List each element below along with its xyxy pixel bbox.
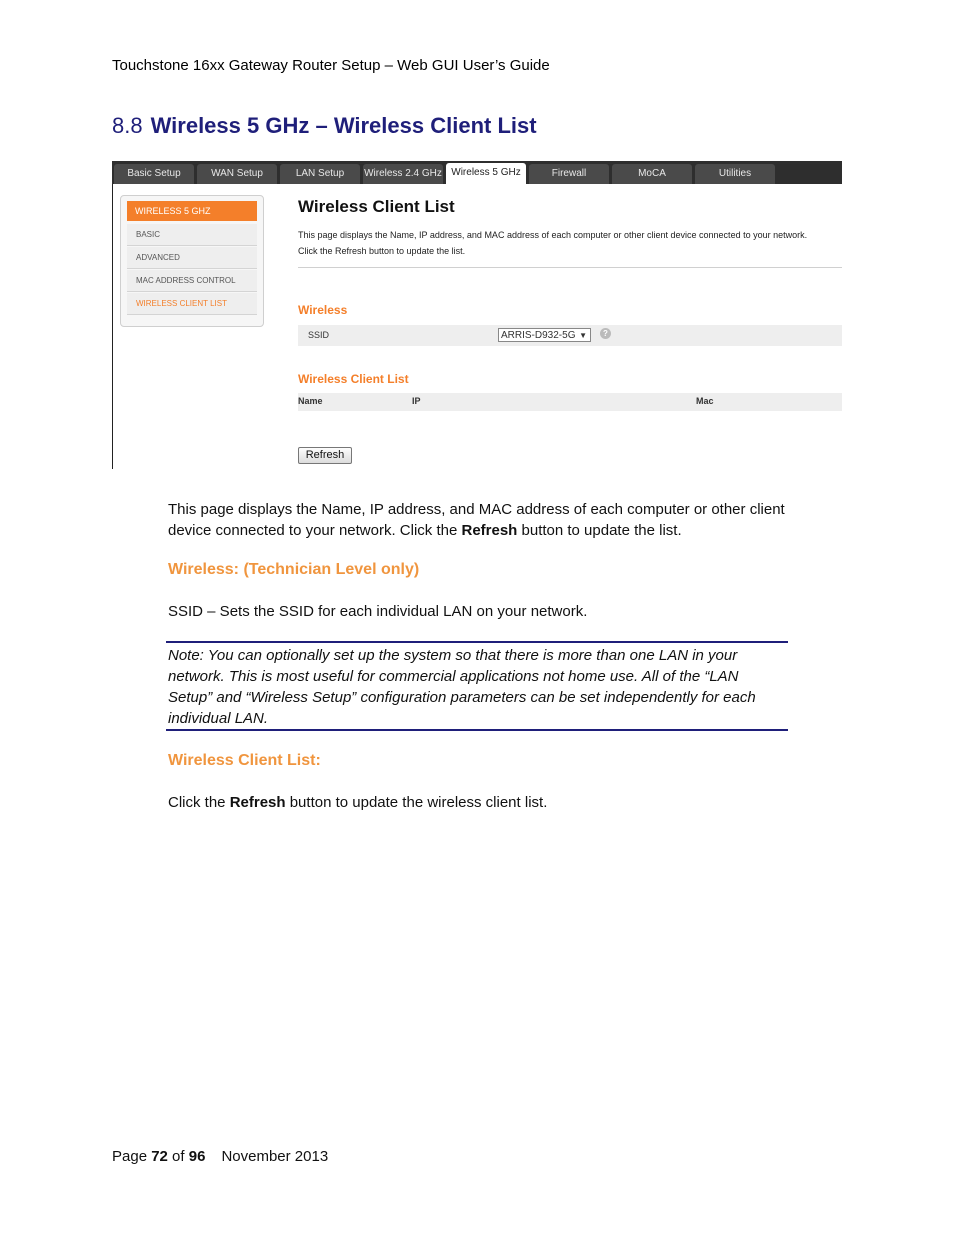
- description-paragraph: [168, 499, 828, 541]
- para3-text-a: Click the: [168, 794, 230, 811]
- wireless-subheading: Wireless: (Technician Level only): [168, 561, 420, 578]
- frame-left-border: [112, 184, 113, 469]
- nav-tab-bar: [112, 161, 842, 184]
- footer-of-label: of: [167, 1148, 189, 1165]
- sidebar: [120, 195, 264, 327]
- ssid-paragraph: SSID – Sets the SSID for each individual LAN on your network.: [168, 603, 588, 620]
- tab-firewall[interactable]: Firewall: [529, 164, 609, 184]
- divider: [298, 267, 842, 268]
- sidebar-item-wireless-client-list[interactable]: WIRELESS CLIENT LIST: [127, 293, 257, 315]
- para1-bold: Refresh: [461, 522, 518, 539]
- refresh-button[interactable]: Refresh: [298, 447, 352, 464]
- client-list-header: [298, 393, 842, 411]
- chevron-down-icon: ▼: [579, 331, 587, 340]
- tab-wireless-24[interactable]: Wireless 2.4 GHz: [363, 164, 443, 184]
- ssid-select[interactable]: [498, 328, 591, 342]
- sidebar-item-advanced[interactable]: ADVANCED: [127, 247, 257, 269]
- sidebar-item-mac-address-control[interactable]: MAC ADDRESS CONTROL: [127, 270, 257, 292]
- tab-utilities[interactable]: Utilities: [695, 164, 775, 184]
- client-list-subheading: Wireless Client List:: [168, 752, 321, 769]
- description-line-1: This page displays the Name, IP address, and MAC address of each computer or other client device connected to your network.: [298, 230, 808, 240]
- section-number: 8.8: [112, 113, 143, 138]
- footer-page-number: 72: [151, 1148, 168, 1165]
- column-name: Name: [298, 396, 323, 406]
- footer-date: November 2013: [221, 1148, 329, 1165]
- ssid-label: SSID: [308, 330, 330, 340]
- column-mac: Mac: [696, 396, 714, 406]
- footer-page-label: Page: [112, 1148, 152, 1165]
- footer-total-pages: 96: [188, 1148, 206, 1165]
- note-box: Note: You can optionally set up the system so that there is more than one LAN in your network. This is most useful for commercial applications not home use. All of the “LAN Setup” and “Wireless Setup” configuration parameters can be set independently for each individual LAN.: [166, 641, 788, 731]
- document-header: Touchstone 16xx Gateway Router Setup – Web GUI User’s Guide: [112, 57, 550, 74]
- sidebar-heading: WIRELESS 5 GHZ: [127, 201, 257, 221]
- para3-bold: Refresh: [229, 794, 286, 811]
- para1-text-b: button to update the list.: [517, 522, 682, 539]
- para3-text-b: button to update the wireless client list.: [285, 794, 548, 811]
- page-title: Wireless Client List: [298, 197, 455, 216]
- ssid-select-value: ARRIS-D932-5G: [501, 330, 576, 341]
- para1-text-a: This page displays the Name, IP address, and MAC address of each computer or other client device connected to your network. Click the: [168, 501, 785, 539]
- help-icon[interactable]: ?: [600, 328, 611, 339]
- column-ip: IP: [412, 396, 421, 406]
- client-list-section-title: Wireless Client List: [298, 372, 409, 386]
- tab-basic-setup[interactable]: Basic Setup: [114, 164, 194, 184]
- ssid-row: [298, 325, 842, 346]
- router-ui-screenshot: [112, 161, 842, 469]
- tab-wireless-5[interactable]: Wireless 5 GHz: [446, 163, 526, 184]
- tab-lan-setup[interactable]: LAN Setup: [280, 164, 360, 184]
- tab-wan-setup[interactable]: WAN Setup: [197, 164, 277, 184]
- page-description: [298, 227, 838, 259]
- sidebar-item-basic[interactable]: BASIC: [127, 224, 257, 246]
- section-title: Wireless 5 GHz – Wireless Client List: [150, 113, 537, 138]
- tab-moca[interactable]: MoCA: [612, 164, 692, 184]
- wireless-section-title: Wireless: [298, 303, 348, 317]
- description-line-2: Click the Refresh button to update the list.: [298, 246, 466, 256]
- page-footer: [112, 1148, 328, 1165]
- section-heading: [112, 113, 537, 139]
- refresh-paragraph: [168, 792, 828, 813]
